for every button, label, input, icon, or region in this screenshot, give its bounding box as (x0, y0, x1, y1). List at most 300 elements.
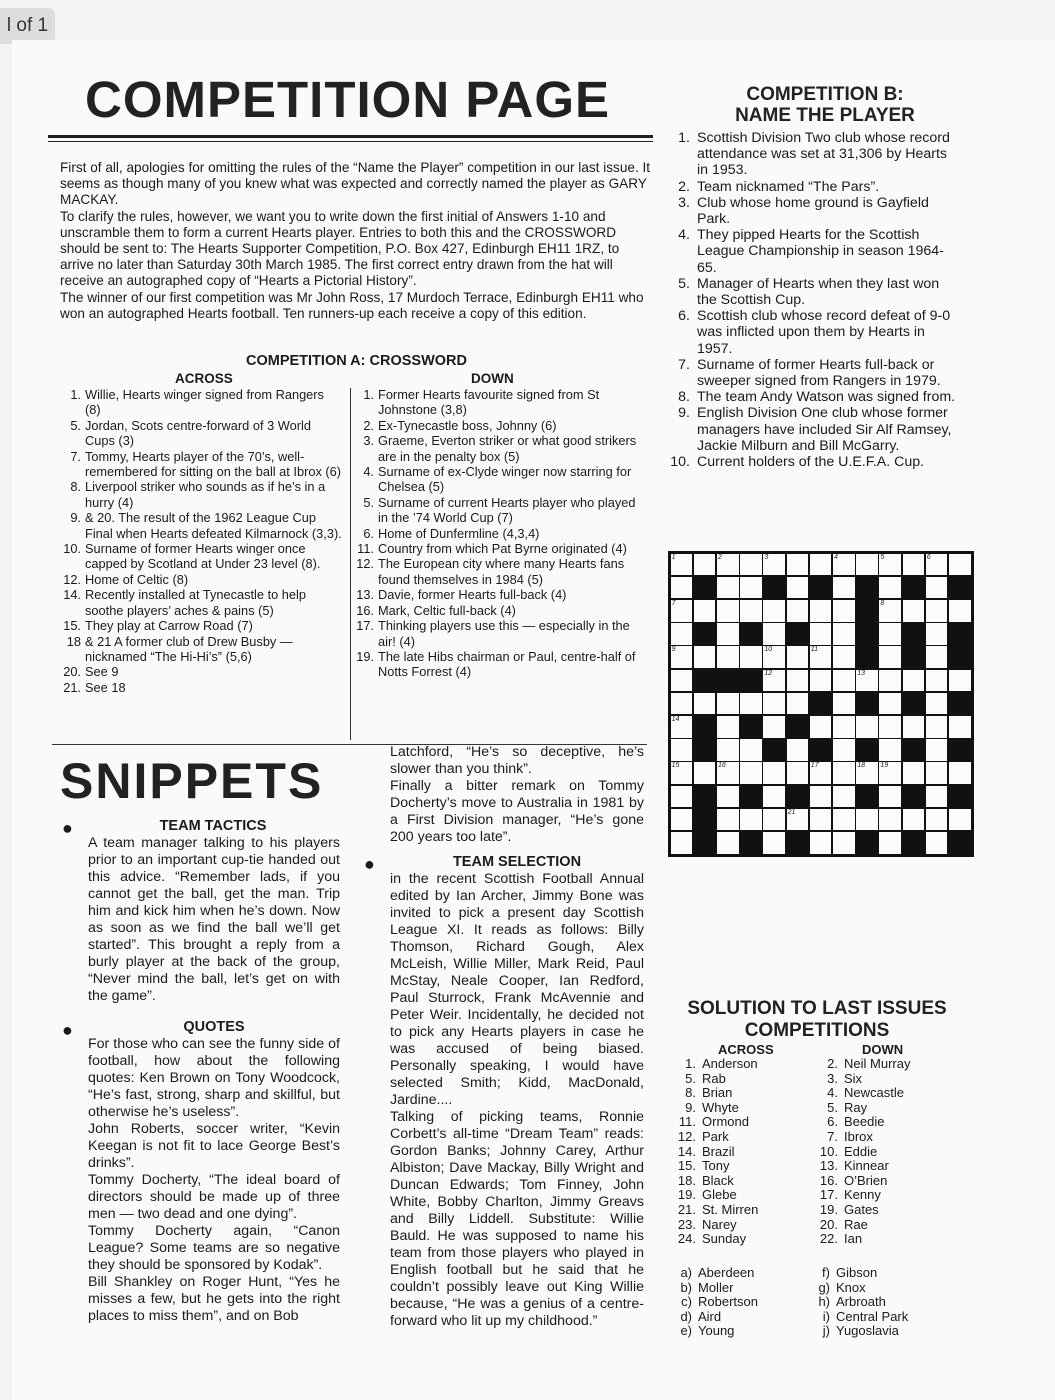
crossword-cell[interactable] (833, 554, 855, 576)
crossword-cell[interactable] (763, 646, 785, 668)
clue-text: Thinking players use this — especially in the air! (4) (378, 618, 630, 649)
clue-text: Central Park (836, 1308, 909, 1324)
down-clue (350, 495, 640, 526)
crossword-cell[interactable] (763, 762, 785, 784)
solution-across-item (674, 1218, 814, 1233)
clue-number: 17. (356, 618, 374, 634)
quotes-heading: QUOTES (183, 1019, 245, 1035)
solution-down-item (816, 1130, 956, 1145)
clue-number: 9. (678, 405, 690, 422)
crossword-cell[interactable] (949, 670, 971, 692)
crossword-cell[interactable] (879, 832, 901, 854)
bullet: ● (364, 854, 375, 874)
clue-text: Young (698, 1323, 735, 1339)
crossword-cell[interactable] (671, 809, 693, 831)
clue-number: c) (681, 1294, 692, 1310)
crossword-cell[interactable] (810, 809, 832, 831)
crossword-cell[interactable] (833, 762, 855, 784)
solution-letter-item (670, 1281, 810, 1296)
solution-down-list (816, 1057, 956, 1247)
clue-text: Ray (844, 1099, 868, 1115)
player-clue (668, 405, 958, 454)
clue-text: Aird (698, 1308, 722, 1324)
solution-letter-item (808, 1324, 958, 1339)
clue-number: 6. (827, 1114, 838, 1130)
crossword-cell[interactable] (856, 809, 878, 831)
competition-b-heading (710, 84, 940, 126)
player-clue (668, 389, 958, 405)
crossword-cell[interactable] (856, 716, 878, 738)
cell-number: 8 (880, 600, 885, 607)
crossword-cell[interactable] (717, 623, 739, 645)
crossword-cell[interactable] (926, 716, 948, 738)
crossword-cell[interactable] (926, 646, 948, 668)
player-clue (668, 227, 958, 276)
clue-number: 15. (63, 618, 81, 634)
solution-letter-item (670, 1295, 810, 1310)
crossword-cell[interactable] (926, 786, 948, 808)
solution-across-item (674, 1188, 814, 1203)
crossword-cell[interactable] (763, 716, 785, 738)
crossword-cell[interactable] (926, 554, 948, 576)
solution-heading: SOLUTION TO LAST ISSUES COMPETITIONS (687, 998, 947, 1041)
title-rule (48, 135, 653, 138)
clue-number: 7. (827, 1128, 838, 1144)
cell-number: 2 (718, 553, 722, 561)
crossword-cell[interactable] (717, 646, 739, 668)
clue-number: 23. (677, 1216, 696, 1232)
crossword-cell[interactable] (763, 623, 785, 645)
crossword-cell[interactable] (787, 693, 809, 715)
crossword-cell[interactable] (926, 577, 948, 599)
crossword-cell[interactable] (903, 600, 925, 622)
crossword-cell[interactable] (740, 554, 762, 576)
cell-number: 15 (671, 762, 680, 770)
solution-letter-item (808, 1281, 958, 1296)
clue-number: i) (822, 1308, 830, 1324)
clue-number: 2. (363, 417, 374, 433)
crossword-cell[interactable] (856, 762, 878, 784)
down-clue (350, 387, 640, 418)
clue-text: Rae (844, 1216, 868, 1232)
down-clue (350, 618, 640, 649)
clue-text: Brazil (702, 1143, 735, 1159)
clue-text: Yugoslavia (836, 1323, 899, 1339)
solution-down-item (816, 1086, 956, 1101)
intro-paragraph: First of all, apologies for omitting the rules of the “Name the Player” competition in our last issue. It seems as though many of you knew what was expected and correctly named the player as GARY MACKAY. (60, 160, 651, 208)
clue-number: 10. (670, 454, 690, 471)
crossword-cell[interactable] (879, 554, 901, 576)
crossword-cell[interactable] (926, 623, 948, 645)
clue-text: Current holders of the U.E.F.A. Cup. (697, 454, 925, 471)
name-the-player-clues (668, 130, 958, 470)
across-clue (57, 634, 342, 665)
solution-across-item (674, 1174, 814, 1189)
crossword-cell[interactable] (694, 554, 716, 576)
down-heading: DOWN (471, 371, 514, 386)
clue-number: 13. (819, 1158, 838, 1174)
crossword-cell[interactable] (949, 762, 971, 784)
crossword-cell[interactable] (717, 600, 739, 622)
crossword-cell[interactable] (926, 809, 948, 831)
crossword-cell[interactable] (879, 786, 901, 808)
crossword-cell[interactable] (717, 786, 739, 808)
clue-number: 7. (70, 448, 81, 464)
crossword-cell[interactable] (949, 554, 971, 576)
clue-text: & 20. The result of the 1962 League Cup Final when Hearts defeated Kilmarnock (3,3). (85, 510, 342, 541)
crossword-cell[interactable] (740, 646, 762, 668)
crossword-cell[interactable] (671, 762, 693, 784)
across-clue (57, 680, 342, 695)
clue-number: 7. (678, 356, 690, 373)
cell-number: 14 (671, 716, 680, 723)
clue-number: 20. (63, 664, 81, 680)
crossword-cell[interactable] (879, 716, 901, 738)
crossword-cell[interactable] (763, 693, 785, 715)
clue-text: Team nicknamed “The Pars”. (697, 178, 880, 195)
snippets-title: SNIPPETS (60, 753, 324, 809)
across-heading: ACROSS (175, 371, 233, 386)
clue-text: Surname of current Hearts player who played in the ’74 World Cup (7) (378, 494, 636, 526)
crossword-cell[interactable] (810, 600, 832, 622)
solution-down-item (816, 1218, 956, 1233)
crossword-cell[interactable] (671, 554, 693, 576)
clue-number: 5. (70, 417, 81, 433)
crossword-cell[interactable] (833, 600, 855, 622)
crossword-cell[interactable] (810, 716, 832, 738)
crossword-cell[interactable] (949, 600, 971, 622)
crossword-cell[interactable] (671, 832, 693, 854)
crossword-cell[interactable] (787, 809, 809, 831)
crossword-cell[interactable] (879, 670, 901, 692)
crossword-cell[interactable] (787, 670, 809, 692)
clue-number: 1. (363, 387, 374, 402)
crossword-cell[interactable] (810, 646, 832, 668)
crossword-cell[interactable] (879, 693, 901, 715)
crossword-cell[interactable] (926, 832, 948, 854)
clue-number: 12. (63, 571, 81, 587)
crossword-cell[interactable] (671, 623, 693, 645)
crossword-cell[interactable] (810, 786, 832, 808)
crossword-cell[interactable] (671, 577, 693, 599)
crossword-cell[interactable] (763, 832, 785, 854)
crossword-cell[interactable] (879, 809, 901, 831)
clue-text: Eddie (844, 1143, 878, 1159)
crossword-cell[interactable] (740, 577, 762, 599)
clue-number: 16. (356, 602, 374, 618)
clue-number: f) (822, 1265, 830, 1280)
clue-number: 10. (819, 1143, 838, 1159)
clue-text: Surname of former Hearts full-back or sweeper signed from Rangers in 1979. (697, 356, 941, 390)
crossword-cell[interactable] (787, 646, 809, 668)
crossword-cell[interactable] (879, 739, 901, 761)
clue-text: Ex-Tynecastle boss, Johnny (6) (378, 417, 557, 433)
solution-across-item (674, 1115, 814, 1130)
across-clue (57, 618, 342, 633)
clue-text: Brian (702, 1085, 733, 1101)
clue-text: They pipped Hearts for the Scottish League Championship in season 1964-65. (697, 227, 944, 276)
clue-number: 8. (685, 1085, 696, 1101)
player-clue (668, 308, 958, 357)
solution-across-heading: ACROSS (718, 1042, 774, 1057)
clue-text: Scottish club whose record defeat of 9-0 was inflicted upon them by Hearts in 1957. (697, 308, 951, 357)
crossword-cell[interactable] (717, 577, 739, 599)
competition-b-subtitle: NAME THE PLAYER (735, 105, 915, 126)
cell-number: 10 (764, 646, 773, 654)
clue-text: Knox (836, 1279, 866, 1295)
crossword-cell[interactable] (833, 577, 855, 599)
clue-text: Tony (702, 1158, 730, 1174)
crossword-cell[interactable] (763, 809, 785, 831)
clue-number: 8. (70, 479, 81, 495)
solution-down-item (816, 1188, 956, 1203)
crossword-cell[interactable] (833, 693, 855, 715)
solution-letter-item (670, 1324, 810, 1339)
crossword-cell[interactable] (903, 670, 925, 692)
team-selection-heading: TEAM SELECTION (452, 854, 582, 870)
crossword-cell[interactable] (833, 786, 855, 808)
clue-number: g) (818, 1279, 830, 1295)
team-tactics-text: A team manager talking to his players prior to an important cup-tie handed out this advice. “Remember lads, if you cannot get the ball, get the man. Trip him and kick him when he’s down. Now as soon as we find the ball we’ll get started”. This brought a reply from a burly player at the back of the group, “Never mind the ball, let’s get on with the game”. (88, 835, 340, 1004)
crossword-cell[interactable] (926, 739, 948, 761)
crossword-cell[interactable] (787, 762, 809, 784)
clue-number: e) (680, 1323, 692, 1339)
crossword-cell[interactable] (763, 670, 785, 692)
crossword-cell[interactable] (763, 600, 785, 622)
clue-text: Gibson (836, 1265, 878, 1280)
crossword-cell[interactable] (787, 554, 809, 576)
clue-text: Ormond (702, 1114, 749, 1130)
down-clue (350, 556, 640, 587)
player-clue (668, 357, 958, 389)
clue-text: Black (702, 1172, 734, 1188)
crossword-cell[interactable] (740, 739, 762, 761)
crossword-cell[interactable] (833, 716, 855, 738)
intro-paragraph: The winner of our first competition was Mr John Ross, 17 Murdoch Terrace, Edinburgh EH11 who won an autographed Hearts football. Ten runners-up each receive a copy of this edition. (60, 289, 644, 321)
crossword-cell[interactable] (926, 670, 948, 692)
clue-text: English Division One club whose former managers have included Sir Alf Ramsey, Jackie Milburn and Bill McGarry. (697, 405, 952, 454)
crossword-cell[interactable] (879, 646, 901, 668)
crossword-cell[interactable] (856, 670, 878, 692)
crossword-cell[interactable] (879, 623, 901, 645)
crossword-cell[interactable] (694, 646, 716, 668)
clue-number: 19. (819, 1201, 838, 1217)
cell-number: 4 (834, 553, 838, 561)
solution-down-item (816, 1145, 956, 1160)
clue-text: St. Mirren (702, 1201, 759, 1217)
crossword-cell[interactable] (717, 554, 739, 576)
solution-down-item (816, 1232, 956, 1247)
clue-text: Kenny (844, 1187, 881, 1203)
across-clue (57, 449, 342, 480)
player-clue (668, 454, 958, 470)
clue-text: Anderson (702, 1056, 758, 1071)
crossword-cell[interactable] (740, 600, 762, 622)
solution-down-heading: DOWN (862, 1042, 904, 1057)
quotes-continued (390, 744, 644, 846)
crossword-cell[interactable] (926, 762, 948, 784)
cell-number: 18 (857, 762, 865, 770)
clue-text: Country from which Pat Byrne originated (4) (378, 541, 627, 557)
quote-paragraph: For those who can see the funny side of football, how about the following quotes: Ken Brown on Tony Woodcock, “He’s fast, strong, sharp and skillful, but otherwise he’s useless”. (88, 1036, 340, 1120)
crossword-cell[interactable] (694, 600, 716, 622)
clue-text: Kinnear (844, 1158, 889, 1174)
crossword-cell[interactable] (833, 809, 855, 831)
crossword-cell[interactable] (671, 693, 693, 715)
crossword-cell[interactable] (903, 716, 925, 738)
clue-number: 11. (357, 541, 374, 557)
crossword-cell[interactable] (833, 646, 855, 668)
crossword-cell[interactable] (810, 670, 832, 692)
clue-number: 1. (70, 387, 81, 402)
crossword-cell[interactable] (833, 739, 855, 761)
solution-letter-item (808, 1295, 958, 1310)
clue-text: The European city where many Hearts fans found themselves in 1984 (5) (378, 556, 625, 587)
crossword-cell[interactable] (787, 600, 809, 622)
clue-text: Surname of ex-Clyde winger now starring for Chelsea (5) (378, 464, 632, 495)
cell-number: 19 (880, 762, 889, 770)
clue-number: 5. (363, 494, 374, 510)
clue-text: Park (702, 1128, 729, 1144)
crossword-cell[interactable] (671, 646, 693, 668)
clue-number: 18. (677, 1172, 696, 1188)
crossword-cell[interactable] (810, 832, 832, 854)
crossword-cell[interactable] (949, 809, 971, 831)
crossword-cell[interactable] (717, 716, 739, 738)
crossword-cell[interactable] (717, 832, 739, 854)
crossword-cell[interactable] (810, 554, 832, 576)
clue-number: 12. (356, 556, 374, 572)
clue-number: 12. (677, 1128, 696, 1144)
competition-intro (60, 160, 652, 322)
solution-across-item (674, 1130, 814, 1145)
quote-paragraph: Tommy Docherty again, “Canon League? Some teams are so negative they should be sponsored by Kodak”. (88, 1223, 340, 1273)
crossword-cell[interactable] (694, 762, 716, 784)
clue-number: a) (680, 1265, 692, 1280)
down-clue (350, 603, 640, 618)
across-clue-list (57, 387, 342, 695)
crossword-cell[interactable] (717, 762, 739, 784)
clue-number: 24. (677, 1231, 696, 1247)
clue-text: Willie, Hearts winger signed from Rangers (8) (85, 387, 324, 418)
crossword-cell[interactable] (787, 739, 809, 761)
crossword-cell[interactable] (671, 670, 693, 692)
clue-number: 2. (827, 1056, 838, 1071)
across-clue (57, 664, 342, 679)
clue-text: Robertson (698, 1294, 758, 1310)
crossword-cell[interactable] (856, 554, 878, 576)
crossword-cell[interactable] (717, 739, 739, 761)
clue-text: Home of Celtic (8) (85, 571, 189, 587)
clue-text: Beedie (844, 1114, 885, 1130)
clue-text: Rab (702, 1070, 726, 1086)
across-clue (57, 572, 342, 587)
crossword-cell[interactable] (903, 554, 925, 576)
page-indicator: l of 1 (0, 8, 55, 44)
crossword-cell[interactable] (671, 786, 693, 808)
competition-b-title: COMPETITION B: (746, 84, 904, 105)
clue-number: 9. (685, 1099, 696, 1115)
cell-number: 11 (810, 646, 819, 654)
clue-number: 3. (827, 1070, 838, 1086)
clue-number: 14. (677, 1143, 696, 1159)
crossword-cell[interactable] (833, 832, 855, 854)
solution-letters-left (670, 1266, 810, 1339)
solution-down-item (816, 1101, 956, 1116)
clue-number: 2. (678, 178, 690, 195)
crossword-cell[interactable] (671, 716, 693, 738)
solution-down-item (816, 1159, 956, 1174)
solution-letter-item (670, 1266, 810, 1281)
crossword-cell[interactable] (879, 600, 901, 622)
crossword-cell[interactable] (810, 623, 832, 645)
clue-number: 3. (678, 194, 690, 211)
clue-text: Glebe (702, 1187, 737, 1203)
clue-number: b) (680, 1279, 692, 1295)
down-clue-list (350, 387, 640, 680)
clue-number: 4. (678, 227, 690, 244)
clue-number: 1. (678, 130, 690, 146)
crossword-cell[interactable] (740, 693, 762, 715)
crossword-cell[interactable] (787, 577, 809, 599)
clue-text: Narey (702, 1216, 737, 1232)
crossword-cell[interactable] (926, 693, 948, 715)
crossword-cell[interactable] (740, 809, 762, 831)
across-clue (57, 510, 342, 541)
crossword-cell[interactable] (833, 670, 855, 692)
clue-number: 18 (66, 633, 81, 649)
crossword-cell[interactable] (810, 762, 832, 784)
clue-text: They play at Carrow Road (7) (85, 618, 253, 634)
crossword-cell[interactable] (763, 786, 785, 808)
crossword-cell[interactable] (879, 762, 901, 784)
page-title: COMPETITION PAGE (85, 71, 611, 128)
crossword-cell[interactable] (671, 600, 693, 622)
crossword-cell[interactable] (903, 809, 925, 831)
crossword-cell[interactable] (926, 600, 948, 622)
clue-number: 16. (819, 1172, 838, 1188)
crossword-cell[interactable] (903, 762, 925, 784)
clue-text: The late Hibs chairman or Paul, centre-half of Notts Forrest (4) (378, 648, 636, 680)
solution-across-item (674, 1232, 814, 1247)
clue-text: Scottish Division Two club whose record attendance was set at 31,306 by Hearts in 1953. (697, 130, 950, 179)
crossword-cell[interactable] (694, 693, 716, 715)
crossword-cell[interactable] (949, 716, 971, 738)
crossword-cell[interactable] (671, 739, 693, 761)
across-clue (57, 541, 342, 572)
bullet: ● (62, 1020, 73, 1040)
clue-number: 14. (63, 587, 81, 603)
clue-number: 19. (356, 648, 374, 664)
crossword-cell[interactable] (717, 809, 739, 831)
crossword-cell[interactable] (833, 623, 855, 645)
clue-number: 9. (70, 510, 81, 526)
clue-text: Tommy, Hearts player of the 70’s, well-remembered for sitting on the ball at Ibrox (6) (85, 448, 342, 480)
clue-text: Moller (698, 1279, 734, 1295)
down-clue (350, 526, 640, 541)
crossword-cell[interactable] (763, 554, 785, 576)
down-clue (350, 587, 640, 602)
clue-text: Former Hearts favourite signed from St Johnstone (3,8) (378, 387, 600, 418)
selection-paragraph: in the recent Scottish Football Annual edited by Ian Archer, Jimmy Bone was invited to pick a present day Scottish League XI. It reads as follows: Billy Thomson, Richard Gough, Alex McLeish, Willie Miller, Mark Reid, Paul McStay, Neale Cooper, Ian Redford, Paul Sturrock, Frank McAvennie and Peter Weir. Incidentally, he decided not to pick any Hearts players in case he was accused of being biased. Personally speaking, I would have selected Smith; Kidd, MacDonald, Jardine.... (390, 871, 644, 1108)
crossword-cell[interactable] (740, 762, 762, 784)
crossword-cell[interactable] (717, 693, 739, 715)
clue-text: Newcastle (844, 1085, 904, 1101)
quote-paragraph: Tommy Docherty, “The ideal board of directors should be made up of three men — two dead and one dying”. (88, 1172, 340, 1222)
crossword-cell[interactable] (879, 577, 901, 599)
down-clue (350, 418, 640, 433)
clue-number: 22. (819, 1231, 838, 1247)
